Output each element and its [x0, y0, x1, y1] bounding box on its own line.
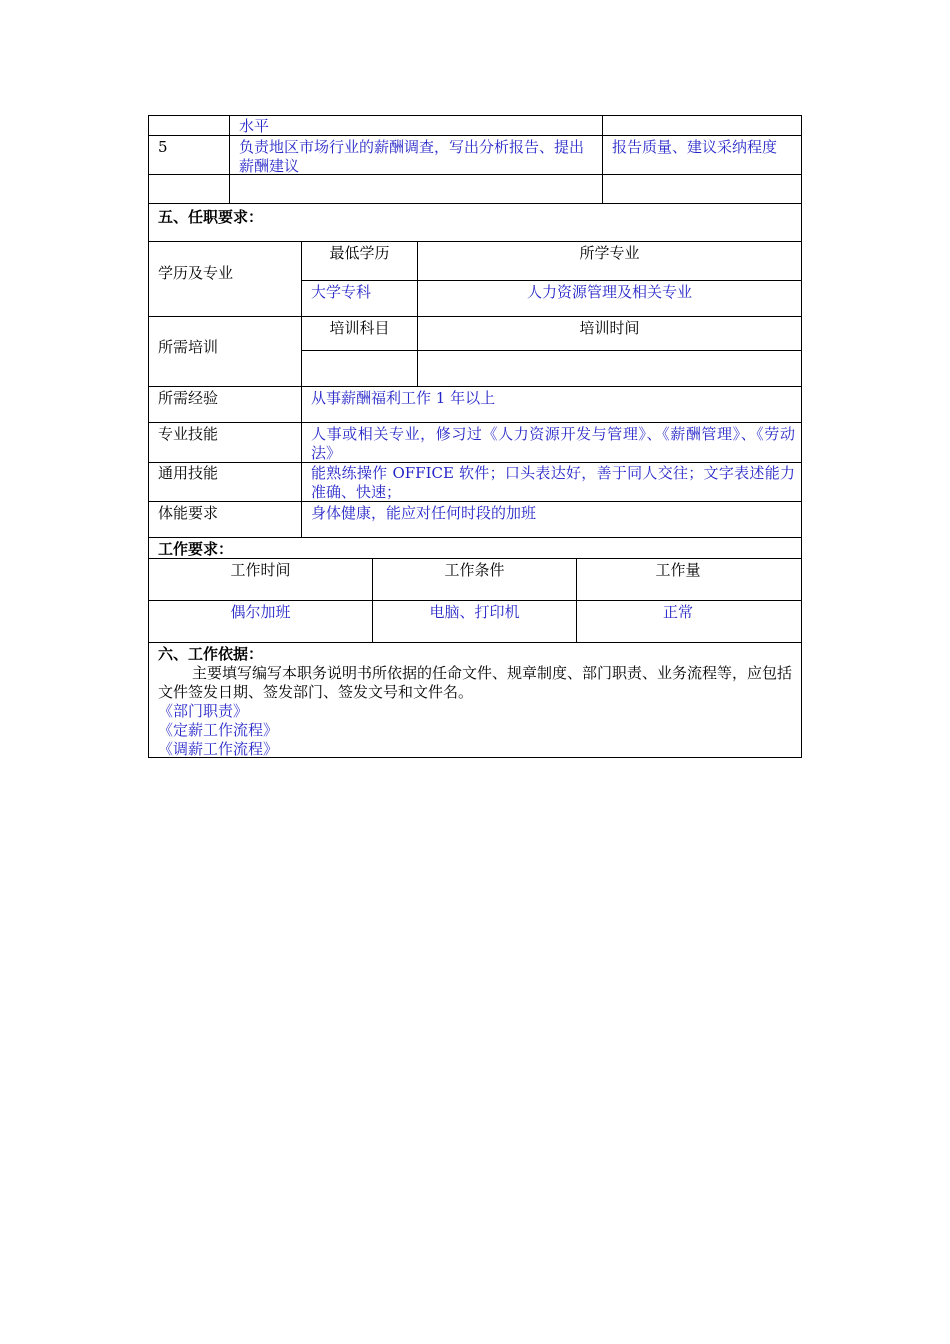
work-col-workload: 工作量 [655, 561, 701, 579]
education-label: 学历及专业 [158, 264, 234, 282]
duties-table [148, 115, 802, 204]
basis-doc-item: 《调薪工作流程》 [158, 740, 279, 758]
duty-content-continued: 水平 [239, 117, 270, 135]
work-conditions-value: 电脑、打印机 [429, 603, 520, 621]
basis-doc-item: 《部门职责》 [158, 702, 249, 720]
work-basis [148, 643, 802, 758]
work-col-time: 工作时间 [230, 561, 291, 579]
duty-number: 5 [158, 138, 168, 156]
physical-value: 身体健康，能应对任何时段的加班 [311, 504, 537, 522]
work-workload-value: 正常 [662, 603, 693, 621]
experience-label: 所需经验 [158, 389, 219, 407]
experience-value: 从事薪酬福利工作 1 年以上 [311, 389, 496, 407]
basis-description: 主要填写编写本职务说明书所依据的任命文件、规章制度、部门职责、业务流程等，应包括文件签发日期、签发部门、签发文号和文件名。 [158, 664, 792, 701]
duty-content: 负责地区市场行业的薪酬调查，写出分析报告、提出薪酬建议 [239, 138, 585, 175]
gen-skill-label: 通用技能 [158, 464, 219, 482]
requirements-heading: 五、任职要求： [158, 208, 264, 226]
education-min-degree: 大学专科 [311, 283, 372, 301]
training-col-subject: 培训科目 [329, 319, 390, 337]
work-heading: 工作要求： [158, 540, 234, 558]
work-time-value: 偶尔加班 [230, 603, 291, 621]
pro-skill-value: 人事或相关专业，修习过《人力资源开发与管理》、《薪酬管理》、《劳动法》 [311, 425, 795, 462]
work-col-conditions: 工作条件 [444, 561, 505, 579]
education-major: 人力资源管理及相关专业 [526, 283, 692, 301]
education-col-min-degree: 最低学历 [329, 244, 390, 262]
work-requirements [148, 538, 802, 643]
training-col-time: 培训时间 [579, 319, 640, 337]
training-label: 所需培训 [158, 338, 219, 356]
pro-skill-label: 专业技能 [158, 425, 219, 443]
gen-skill-value: 能熟练操作 OFFICE 软件；口头表达好，善于同人交往；文字表述能力准确、快速； [311, 464, 795, 501]
physical-label: 体能要求 [158, 504, 219, 522]
basis-doc-item: 《定薪工作流程》 [158, 721, 279, 739]
duty-standard: 报告质量、建议采纳程度 [612, 138, 778, 156]
education-col-major: 所学专业 [579, 244, 640, 262]
basis-heading: 六、工作依据： [158, 645, 264, 663]
requirements-table [148, 203, 802, 538]
